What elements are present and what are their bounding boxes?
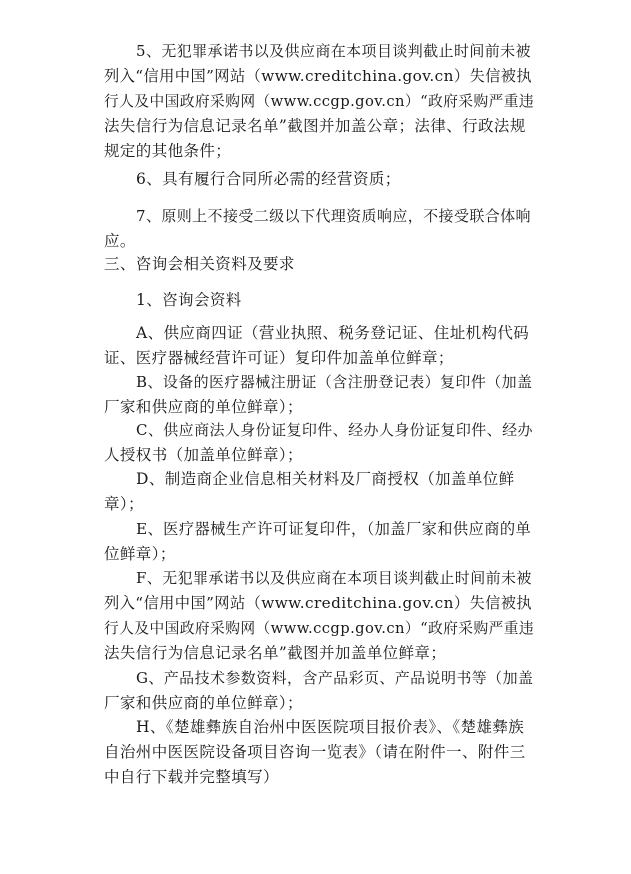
text-line: G、产品技术参数资料，含产品彩页、产品说明书等（加盖 bbox=[136, 669, 534, 687]
text-line: 厂家和供应商的单位鲜章）； bbox=[104, 694, 303, 712]
text-line: 1、咨询会资料 bbox=[136, 291, 242, 309]
text-line: D、制造商企业信息相关材料及厂商授权（加盖单位鲜 bbox=[136, 470, 515, 488]
paragraph-item-d bbox=[104, 467, 536, 517]
paragraph-item-a bbox=[104, 321, 536, 371]
text-line: 行人及中国政府采购网（www.ccgp.gov.cn）“政府采购严重违 bbox=[104, 620, 535, 637]
text-line: 列入“信用中国”网站（www.creditchina.gov.cn）失信被执 bbox=[104, 67, 533, 85]
text-line: E、医疗器械生产许可证复印件，（加盖厂家和供应商的单 bbox=[136, 520, 532, 538]
paragraph-item-5 bbox=[104, 39, 536, 164]
heading-text: 三、咨询会相关资料及要求 bbox=[104, 255, 295, 273]
text-line: 应。 bbox=[104, 232, 136, 250]
paragraph-item-e bbox=[104, 517, 536, 567]
text-line: B、设备的医疗器械注册证（含注册登记表）复印件（加盖 bbox=[136, 373, 533, 391]
text-line: H、《楚雄彝族自治州中医医院项目报价表》、《楚雄彝族 bbox=[136, 718, 525, 736]
text-line: 人授权书（加盖单位鲜章）； bbox=[104, 446, 303, 464]
text-line: 行人及中国政府采购网（www.ccgp.gov.cn）“政府采购严重违 bbox=[104, 93, 535, 110]
text-line: 厂家和供应商的单位鲜章）； bbox=[104, 398, 303, 416]
text-line: 法失信行为信息记录名单”截图并加盖单位鲜章； bbox=[104, 644, 447, 662]
text-line: 7、原则上不接受二级以下代理资质响应，不接受联合体响 bbox=[136, 207, 531, 225]
paragraph-item-g bbox=[104, 666, 536, 716]
paragraph-item-h bbox=[104, 715, 536, 790]
text-line: 中自行下载并完整填写） bbox=[104, 768, 279, 786]
text-line: A、供应商四证（营业执照、税务登记证、住址机构代码 bbox=[136, 324, 530, 342]
text-line: 5、无犯罪承诺书以及供应商在本项目谈判截止时间前未被 bbox=[136, 42, 531, 60]
paragraph-item-7 bbox=[104, 204, 536, 254]
text-line: 位鲜章）； bbox=[104, 545, 176, 563]
text-line: F、无犯罪承诺书以及供应商在本项目谈判截止时间前未被 bbox=[136, 569, 532, 587]
text-line: 规定的其他条件； bbox=[104, 142, 232, 160]
text-line: C、供应商法人身份证复印件、经办人身份证复印件、经办 bbox=[136, 421, 533, 439]
paragraph-item-f bbox=[104, 566, 536, 666]
text-line: 自治州中医医院设备项目咨询一览表》（请在附件一、附件三 bbox=[104, 743, 526, 761]
text-line: 证、医疗器械经营许可证）复印件加盖单位鲜章； bbox=[104, 349, 454, 367]
text-line: 6、具有履行合同所必需的经营资质； bbox=[136, 170, 401, 188]
paragraph-item-b bbox=[104, 370, 536, 420]
paragraph-item-6 bbox=[104, 167, 536, 192]
text-line: 列入“信用中国”网站（www.creditchina.gov.cn）失信被执 bbox=[104, 594, 533, 612]
paragraph-item-c bbox=[104, 418, 536, 468]
text-line: 章）； bbox=[104, 495, 144, 513]
subsection-title-1 bbox=[104, 288, 536, 313]
section-heading-3 bbox=[104, 252, 536, 277]
text-line: 法失信行为信息记录名单”截图并加盖公章；法律、行政法规 bbox=[104, 117, 526, 135]
